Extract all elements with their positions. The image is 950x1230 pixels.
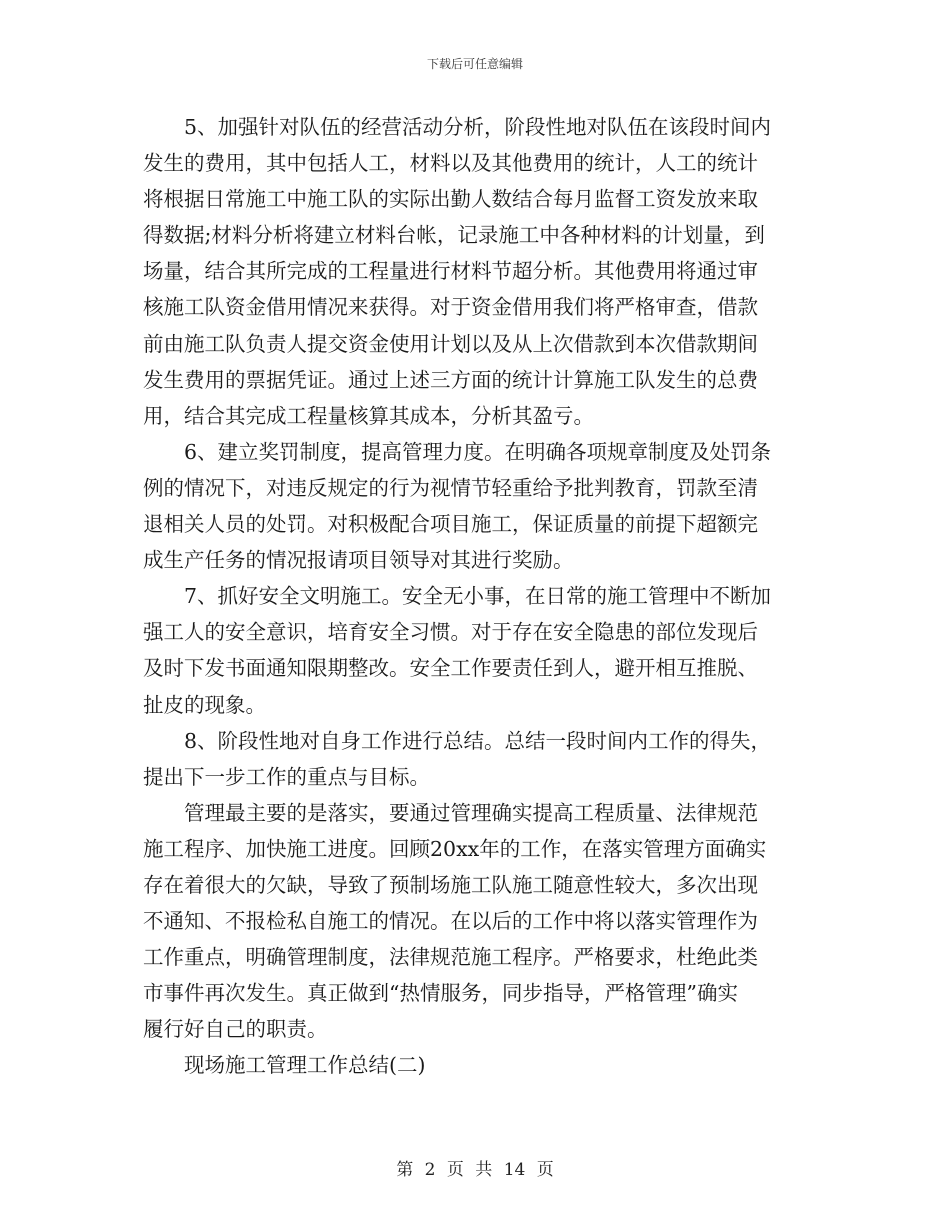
text-line: 及时下发书面通知限期整改。安全工作要责任到人，避开相互推脱、 — [143, 656, 758, 681]
text-line: 存在着很大的欠缺，导致了预制场施工队施工随意性较大，多次出现 — [143, 872, 758, 897]
page-number: 第 2 页 共 14 页 — [396, 1160, 554, 1180]
text-line: 管理最主要的是落实，要通过管理确实提高工程质量、法律规范 — [184, 800, 758, 825]
paragraph-item-8 — [143, 723, 807, 795]
section-heading — [143, 1047, 807, 1083]
text-line: 得数据;材料分析将建立材料台帐，记录施工中各种材料的计划量，到 — [143, 223, 765, 248]
text-line: 7、抓好安全文明施工。安全无小事，在日常的施工管理中不断加 — [184, 584, 772, 609]
header-note: 下载后可任意编辑 — [426, 57, 523, 71]
text-line: 将根据日常施工中施工队的实际出勤人数结合每月监督工资发放来取 — [143, 187, 758, 212]
text-line: 5、加强针对队伍的经营活动分析，阶段性地对队伍在该段时间内 — [184, 115, 772, 139]
text-line: 场量，结合其所完成的工程量进行材料节超分析。其他费用将通过审 — [143, 259, 758, 284]
paragraph-item-7 — [143, 578, 807, 722]
text-line: 成生产任务的情况报请项目领导对其进行奖励。 — [143, 548, 574, 573]
paragraph-summary — [143, 795, 807, 1048]
text-line: 扯皮的现象。 — [143, 692, 266, 717]
text-line: 用，结合其完成工程量核算其成本，分析其盈亏。 — [143, 403, 594, 428]
text-line: 强工人的安全意识，培育安全习惯。对于存在安全隐患的部位发现后 — [143, 620, 758, 645]
text-line: 提出下一步工作的重点与目标。 — [143, 764, 430, 789]
text-line: 履行好自己的职责。 — [143, 1017, 328, 1042]
text-line: 退相关人员的处罚。对积极配合项目施工，保证质量的前提下超额完 — [143, 512, 758, 537]
text-line: 核施工队资金借用情况来获得。对于资金借用我们将严格审查，借款 — [143, 295, 758, 320]
text-line: 市事件再次发生。真正做到“热情服务，同步指导，严格管理”确实 — [143, 981, 738, 1006]
text-line: 发生费用的票据凭证。通过上述三方面的统计计算施工队发生的总费 — [143, 367, 758, 392]
document-body — [143, 109, 807, 1084]
paragraph-item-5 — [143, 109, 807, 434]
text-line: 工作重点，明确管理制度，法律规范施工程序。严格要求，杜绝此类 — [143, 945, 758, 970]
text-line: 现场施工管理工作总结(二) — [184, 1053, 426, 1078]
text-line: 例的情况下，对违反规定的行为视情节轻重给予批判教育，罚款至清 — [143, 475, 758, 500]
paragraph-item-6 — [143, 434, 807, 578]
text-line: 施工程序、加快施工进度。回顾20xx年的工作，在落实管理方面确实 — [143, 836, 767, 861]
text-line: 6、建立奖罚制度，提高管理力度。在明确各项规章制度及处罚条 — [184, 439, 772, 464]
text-line: 发生的费用，其中包括人工，材料以及其他费用的统计，人工的统计 — [143, 151, 758, 176]
text-line: 前由施工队负责人提交资金使用计划以及从上次借款到本次借款期间 — [143, 331, 758, 356]
text-line: 不通知、不报检私自施工的情况。在以后的工作中将以落实管理作为 — [143, 909, 758, 934]
text-line: 8、阶段性地对自身工作进行总结。总结一段时间内工作的得失， — [184, 728, 772, 753]
